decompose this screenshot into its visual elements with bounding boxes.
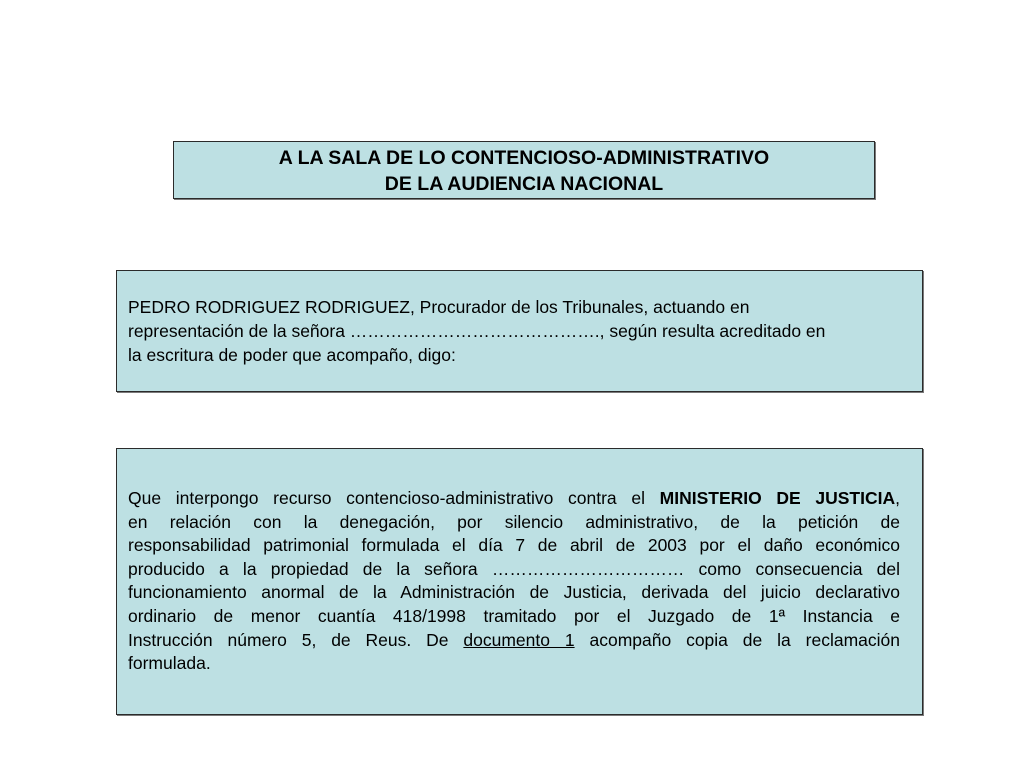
body-line-4: producido a la propiedad de la señora …………………………… como consecuencia del (128, 558, 900, 579)
ministry-name: MINISTERIO DE JUSTICIA (659, 488, 896, 508)
heading-line-2: DE LA AUDIENCIA NACIONAL (384, 173, 664, 195)
body-line-5: funcionamiento anormal de la Administración de Justicia, derivada del juicio declarativo (128, 582, 900, 603)
body-line-2: en relación con la denegación, por silencio administrativo, de la petición de (128, 511, 900, 532)
body-line-7-end: acompaño copia de la reclamación (574, 629, 900, 650)
body-line-3: responsabilidad patrimonial formulada el día 7 de abril de 2003 por el daño económico (128, 535, 900, 556)
body-paragraph-box (116, 448, 923, 715)
body-line-1-text: Que interpongo recurso contencioso-administrativo contra el (128, 488, 660, 508)
intro-line-1: PEDRO RODRIGUEZ RODRIGUEZ, Procurador de los Tribunales, actuando en (128, 297, 750, 317)
heading-box (173, 141, 875, 199)
body-line-1-end: , (895, 488, 900, 508)
body-line-8: formulada. (128, 653, 211, 674)
body-line-7 (128, 629, 900, 653)
intro-line-2: representación de la señora ……………………………………., según resulta acreditado en (128, 321, 826, 341)
body-line-6: ordinario de menor cuantía 418/1998 tramitado por el Juzgado de 1ª Instancia e (128, 605, 900, 626)
intro-line-3: la escritura de poder que acompaño, digo: (128, 345, 456, 365)
document-reference: documento 1 (463, 629, 575, 650)
body-line-7-text: Instrucción número 5, de Reus. De (128, 629, 464, 650)
heading-line-1: A LA SALA DE LO CONTENCIOSO-ADMINISTRATIVO (278, 147, 770, 169)
body-line-1 (128, 487, 900, 511)
intro-paragraph-box (116, 270, 923, 392)
